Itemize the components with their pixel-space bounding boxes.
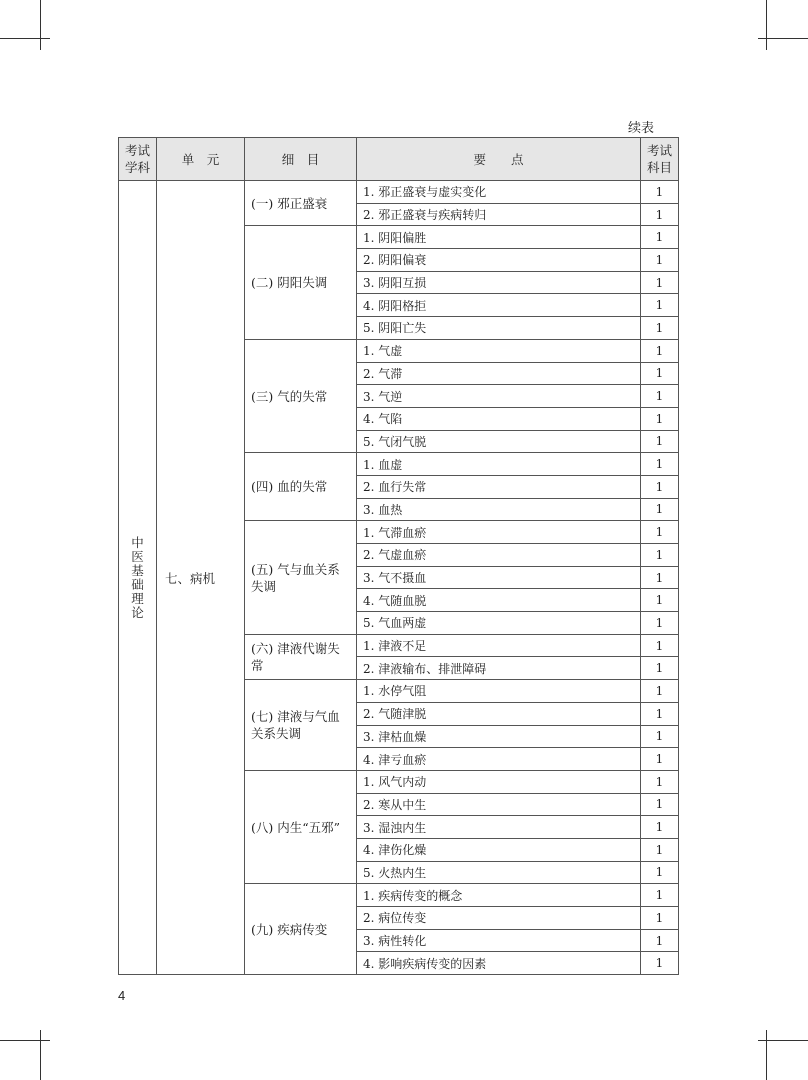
level-cell: 1 xyxy=(641,680,679,703)
point-cell: 3. 病性转化 xyxy=(357,929,641,952)
point-cell: 2. 寒从中生 xyxy=(357,793,641,816)
item-cell: (九) 疾病传变 xyxy=(245,884,357,975)
page-number: 4 xyxy=(118,988,126,1003)
level-cell: 1 xyxy=(641,816,679,839)
item-cell: (二) 阴阳失调 xyxy=(245,226,357,339)
level-cell: 1 xyxy=(641,362,679,385)
syllabus-table xyxy=(118,137,679,975)
table-header-row xyxy=(119,138,679,181)
point-cell: 5. 火热内生 xyxy=(357,861,641,884)
point-cell: 5. 阴阳亡失 xyxy=(357,317,641,340)
level-cell: 1 xyxy=(641,566,679,589)
level-cell: 1 xyxy=(641,793,679,816)
point-cell: 4. 气随血脱 xyxy=(357,589,641,612)
point-cell: 2. 津液输布、排泄障碍 xyxy=(357,657,641,680)
level-cell: 1 xyxy=(641,612,679,635)
point-cell: 1. 疾病传变的概念 xyxy=(357,884,641,907)
level-cell: 1 xyxy=(641,521,679,544)
level-cell: 1 xyxy=(641,407,679,430)
point-cell: 2. 病位传变 xyxy=(357,907,641,930)
level-cell: 1 xyxy=(641,544,679,567)
point-cell: 4. 影响疾病传变的因素 xyxy=(357,952,641,975)
point-cell: 3. 血热 xyxy=(357,498,641,521)
level-cell: 1 xyxy=(641,861,679,884)
level-cell: 1 xyxy=(641,907,679,930)
item-cell: (六) 津液代谢失常 xyxy=(245,634,357,679)
subject-cell xyxy=(119,181,157,975)
point-cell: 1. 阴阳偏胜 xyxy=(357,226,641,249)
point-cell: 2. 气虚血瘀 xyxy=(357,544,641,567)
level-cell: 1 xyxy=(641,181,679,204)
point-cell: 2. 邪正盛衰与疾病转归 xyxy=(357,203,641,226)
point-cell: 5. 气血两虚 xyxy=(357,612,641,635)
item-cell: (四) 血的失常 xyxy=(245,453,357,521)
level-cell: 1 xyxy=(641,317,679,340)
level-cell: 1 xyxy=(641,952,679,975)
level-cell: 1 xyxy=(641,498,679,521)
point-cell: 3. 津枯血燥 xyxy=(357,725,641,748)
point-cell: 1. 津液不足 xyxy=(357,634,641,657)
item-cell: (一) 邪正盛衰 xyxy=(245,181,357,226)
point-cell: 2. 气随津脱 xyxy=(357,702,641,725)
level-cell: 1 xyxy=(641,929,679,952)
level-cell: 1 xyxy=(641,770,679,793)
level-cell: 1 xyxy=(641,339,679,362)
point-cell: 1. 气虚 xyxy=(357,339,641,362)
table-row xyxy=(119,181,679,204)
crop-mark xyxy=(766,0,767,50)
point-cell: 3. 阴阳互损 xyxy=(357,271,641,294)
crop-mark xyxy=(0,38,50,39)
point-cell: 2. 血行失常 xyxy=(357,475,641,498)
item-cell: (七) 津液与气血关系失调 xyxy=(245,680,357,771)
level-cell: 1 xyxy=(641,294,679,317)
level-cell: 1 xyxy=(641,634,679,657)
continued-label: 续表 xyxy=(628,121,655,136)
level-cell: 1 xyxy=(641,657,679,680)
point-cell: 2. 气滞 xyxy=(357,362,641,385)
point-cell: 4. 气陷 xyxy=(357,407,641,430)
point-cell: 1. 邪正盛衰与虚实变化 xyxy=(357,181,641,204)
crop-mark xyxy=(766,1030,767,1080)
point-cell: 3. 气逆 xyxy=(357,385,641,408)
level-cell: 1 xyxy=(641,453,679,476)
point-cell: 3. 湿浊内生 xyxy=(357,816,641,839)
header-unit: 单 元 xyxy=(157,138,245,181)
level-cell: 1 xyxy=(641,884,679,907)
crop-mark xyxy=(0,1040,50,1041)
header-subject: 考试学科 xyxy=(119,138,157,181)
point-cell: 1. 水停气阻 xyxy=(357,680,641,703)
point-cell: 4. 津亏血瘀 xyxy=(357,748,641,771)
point-cell: 1. 风气内动 xyxy=(357,770,641,793)
point-cell: 5. 气闭气脱 xyxy=(357,430,641,453)
level-cell: 1 xyxy=(641,249,679,272)
point-cell: 1. 血虚 xyxy=(357,453,641,476)
header-points: 要 点 xyxy=(357,138,641,181)
header-level: 考试科目 xyxy=(641,138,679,181)
item-cell: (三) 气的失常 xyxy=(245,339,357,452)
level-cell: 1 xyxy=(641,271,679,294)
point-cell: 4. 津伤化燥 xyxy=(357,838,641,861)
level-cell: 1 xyxy=(641,589,679,612)
level-cell: 1 xyxy=(641,385,679,408)
item-cell: (八) 内生“五邪” xyxy=(245,770,357,883)
level-cell: 1 xyxy=(641,725,679,748)
level-cell: 1 xyxy=(641,838,679,861)
level-cell: 1 xyxy=(641,702,679,725)
crop-mark xyxy=(40,1030,41,1080)
level-cell: 1 xyxy=(641,203,679,226)
header-item: 细 目 xyxy=(245,138,357,181)
level-cell: 1 xyxy=(641,226,679,249)
subject-text: 中医基础理论 xyxy=(131,534,144,620)
point-cell: 2. 阴阳偏衰 xyxy=(357,249,641,272)
point-cell: 4. 阴阳格拒 xyxy=(357,294,641,317)
level-cell: 1 xyxy=(641,475,679,498)
crop-mark xyxy=(40,0,41,50)
point-cell: 1. 气滞血瘀 xyxy=(357,521,641,544)
level-cell: 1 xyxy=(641,430,679,453)
unit-cell: 七、病机 xyxy=(157,181,245,975)
level-cell: 1 xyxy=(641,748,679,771)
item-cell: (五) 气与血关系失调 xyxy=(245,521,357,634)
point-cell: 3. 气不摄血 xyxy=(357,566,641,589)
